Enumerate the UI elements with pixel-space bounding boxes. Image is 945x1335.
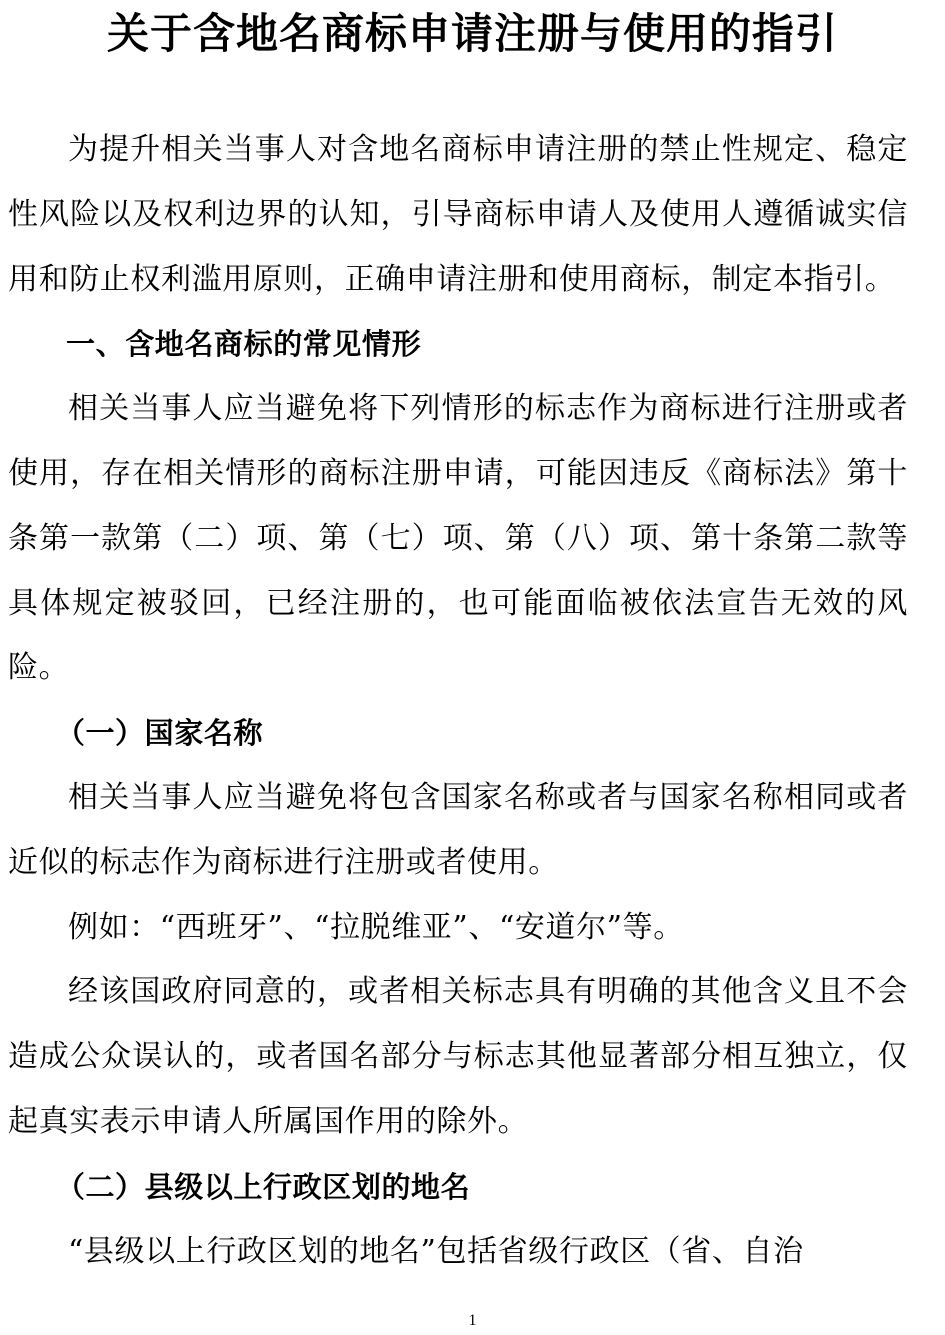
page-number: 1	[468, 1312, 477, 1329]
subsection-1-example: 例如：“西班牙”、“拉脱维亚”、“安道尔”等。	[68, 909, 684, 945]
section-heading-1: 一、含地名商标的常见情形	[66, 327, 422, 362]
document-title: 关于含地名商标申请注册与使用的指引	[106, 9, 838, 58]
subsection-2-paragraph: “县级以上行政区划的地名”包括省级行政区（省、自治	[68, 1233, 804, 1269]
subsection-1-exception: 经该国政府同意的，或者相关标志具有明确的其他含义且不会造成公众误认的，或者国名部分与标志其他显著部分相互独立，仅起真实表示申请人所属国作用的除外。	[8, 974, 908, 1139]
section-1-paragraph: 相关当事人应当避免将下列情形的标志作为商标进行注册或者使用，存在相关情形的商标注册申请，可能因违反《商标法》第十条第一款第（二）项、第（七）项、第（八）项、第十条第二款等具体规定被驳回，已经注册的，也可能面临被依法宣告无效的风险。	[8, 391, 908, 686]
intro-paragraph: 为提升相关当事人对含地名商标申请注册的禁止性规定、稳定性风险以及权利边界的认知，引导商标申请人及使用人遵循诚实信用和防止权利滥用原则，正确申请注册和使用商标，制定本指引。	[8, 132, 908, 297]
subsection-1-paragraph: 相关当事人应当避免将包含国家名称或者与国家名称相同或者近似的标志作为商标进行注册或者使用。	[8, 779, 908, 880]
subsection-heading-1: （一）国家名称	[55, 716, 264, 751]
document-body	[8, 118, 908, 1284]
subsection-heading-2: （二）县级以上行政区划的地名	[55, 1169, 471, 1204]
